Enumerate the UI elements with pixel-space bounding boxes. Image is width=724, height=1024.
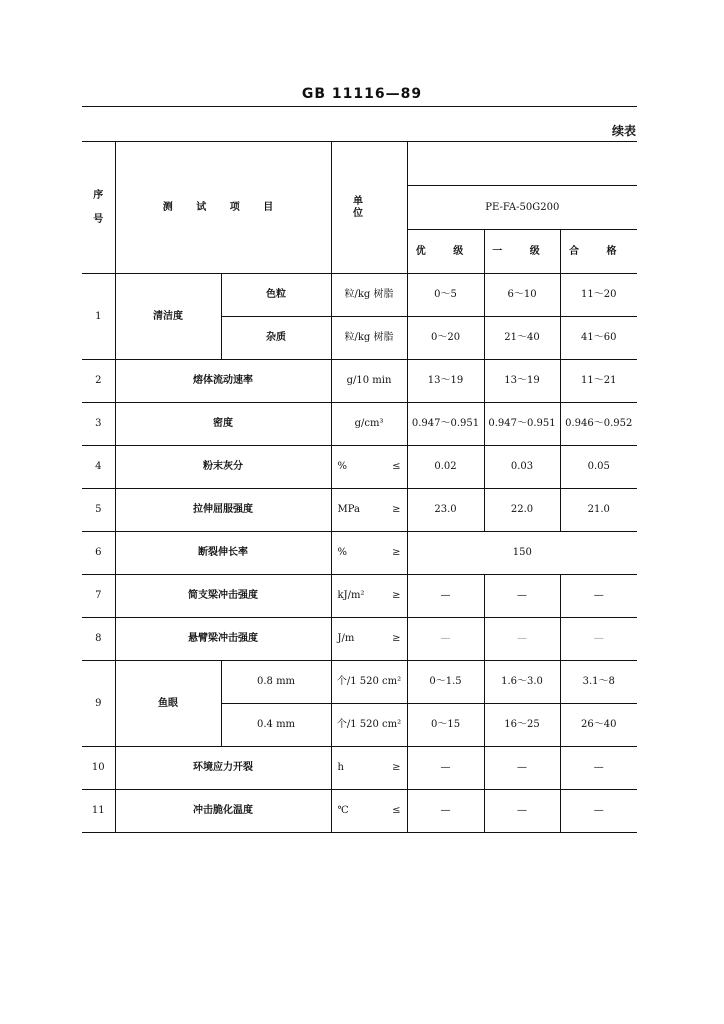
row-unit-text: h — [337, 762, 344, 773]
row-unit-text: % — [337, 461, 348, 472]
row-item: 密度 — [115, 403, 331, 446]
table-row — [82, 747, 637, 790]
row-number: 7 — [82, 575, 115, 618]
row-unit-operator: ≥ — [392, 590, 401, 601]
row-unit: g/cm³ — [331, 403, 407, 446]
row-value-grade-3: 11～20 — [560, 274, 637, 317]
row-subitem: 0.4 mm — [221, 704, 331, 747]
row-value-grade-1: — — [407, 575, 484, 618]
row-value-grade-1: 13～19 — [407, 360, 484, 403]
row-unit-text: ℃ — [337, 805, 349, 816]
row-value-grade-1: 0～20 — [407, 317, 484, 360]
col-index-header — [82, 142, 115, 274]
row-unit-operator: ≤ — [392, 805, 401, 816]
grade-group-header: PE-FA-50G200 — [407, 186, 637, 230]
row-unit-text: % — [337, 547, 348, 558]
row-value-grade-2: — — [484, 790, 560, 833]
row-value-grade-3: — — [560, 618, 637, 661]
table-row — [82, 661, 637, 704]
row-number: 10 — [82, 747, 115, 790]
row-unit-operator: ≥ — [392, 633, 401, 644]
row-value-grade-2: 13～19 — [484, 360, 560, 403]
continued-label: 续表 — [611, 124, 636, 138]
row-subitem: 色粒 — [221, 274, 331, 317]
row-unit — [331, 489, 407, 532]
row-value-grade-2: 0.947～0.951 — [484, 403, 560, 446]
row-value-grade-3: — — [560, 747, 637, 790]
table-row — [82, 360, 637, 403]
table-row — [82, 403, 637, 446]
row-value-grade-2: 1.6～3.0 — [484, 661, 560, 704]
row-unit-operator: ≤ — [392, 461, 401, 472]
row-value-grade-3: 41～60 — [560, 317, 637, 360]
row-unit — [331, 790, 407, 833]
table-row — [82, 790, 637, 833]
row-value-grade-2: 21～40 — [484, 317, 560, 360]
col-unit-header: 单 位 — [331, 142, 407, 274]
row-subitem: 0.8 mm — [221, 661, 331, 704]
row-unit-text: kJ/m² — [337, 590, 365, 601]
row-number: 6 — [82, 532, 115, 575]
row-subitem: 杂质 — [221, 317, 331, 360]
grade-3-header: 合 格 — [560, 230, 637, 274]
row-unit: 粒/kg 树脂 — [331, 317, 407, 360]
grade-2-header: 一 级 — [484, 230, 560, 274]
row-value-grade-3: — — [560, 575, 637, 618]
row-unit: 个/1 520 cm² — [331, 704, 407, 747]
row-value-grade-2: 22.0 — [484, 489, 560, 532]
row-unit — [331, 446, 407, 489]
row-unit-operator: ≥ — [392, 547, 401, 558]
row-unit: g/10 min — [331, 360, 407, 403]
row-unit-operator: ≥ — [392, 504, 401, 515]
col-item-header: 测 试 项 目 — [115, 142, 331, 274]
row-value-grade-2: 0.03 — [484, 446, 560, 489]
row-unit — [331, 747, 407, 790]
row-value-grade-1: 23.0 — [407, 489, 484, 532]
table-row — [82, 489, 637, 532]
row-unit-text: MPa — [337, 504, 360, 515]
col-index-char-1: 序 — [93, 189, 104, 201]
row-value-merged: 150 — [407, 532, 637, 575]
row-value-grade-3: — — [560, 790, 637, 833]
row-value-grade-2: — — [484, 618, 560, 661]
header-row — [82, 142, 637, 186]
row-number: 2 — [82, 360, 115, 403]
row-item: 环境应力开裂 — [115, 747, 331, 790]
row-value-grade-3: 26～40 — [560, 704, 637, 747]
col-index-char-2: 号 — [93, 213, 104, 225]
row-unit — [331, 575, 407, 618]
row-value-grade-1: — — [407, 790, 484, 833]
table-row — [82, 532, 637, 575]
row-value-grade-3: 11～21 — [560, 360, 637, 403]
row-value-grade-3: 0.05 — [560, 446, 637, 489]
row-number: 8 — [82, 618, 115, 661]
row-value-grade-2: — — [484, 575, 560, 618]
row-value-grade-1: 0～1.5 — [407, 661, 484, 704]
row-number: 4 — [82, 446, 115, 489]
row-item: 冲击脆化温度 — [115, 790, 331, 833]
row-unit-operator: ≥ — [392, 762, 401, 773]
row-value-grade-3: 3.1～8 — [560, 661, 637, 704]
standard-number: GB 11116—89 — [301, 86, 423, 102]
row-value-grade-1: — — [407, 618, 484, 661]
header-rule — [82, 106, 637, 107]
grade-1-header: 优 级 — [407, 230, 484, 274]
row-value-grade-2: 6～10 — [484, 274, 560, 317]
table-row — [82, 446, 637, 489]
row-value-grade-3: 21.0 — [560, 489, 637, 532]
grade-top-blank — [407, 142, 637, 186]
table-row — [82, 274, 637, 317]
row-value-grade-1: 0.947～0.951 — [407, 403, 484, 446]
row-number: 1 — [82, 274, 115, 360]
row-unit-text: J/m — [337, 633, 355, 644]
row-value-grade-3: 0.946～0.952 — [560, 403, 637, 446]
row-value-grade-1: 0～15 — [407, 704, 484, 747]
row-number: 9 — [82, 661, 115, 747]
row-item: 鱼眼 — [115, 661, 221, 747]
spec-table — [82, 141, 637, 833]
row-number: 5 — [82, 489, 115, 532]
row-number: 11 — [82, 790, 115, 833]
row-unit — [331, 532, 407, 575]
row-item: 粉末灰分 — [115, 446, 331, 489]
row-unit: 粒/kg 树脂 — [331, 274, 407, 317]
row-value-grade-2: — — [484, 747, 560, 790]
row-number: 3 — [82, 403, 115, 446]
row-value-grade-2: 16～25 — [484, 704, 560, 747]
row-item: 拉伸屈服强度 — [115, 489, 331, 532]
row-unit: 个/1 520 cm² — [331, 661, 407, 704]
table-row — [82, 575, 637, 618]
row-value-grade-1: 0.02 — [407, 446, 484, 489]
row-item: 清洁度 — [115, 274, 221, 360]
row-item: 简支梁冲击强度 — [115, 575, 331, 618]
row-item: 熔体流动速率 — [115, 360, 331, 403]
row-value-grade-1: 0～5 — [407, 274, 484, 317]
row-item: 悬臂梁冲击强度 — [115, 618, 331, 661]
table-row — [82, 618, 637, 661]
row-value-grade-1: — — [407, 747, 484, 790]
row-item: 断裂伸长率 — [115, 532, 331, 575]
row-unit — [331, 618, 407, 661]
